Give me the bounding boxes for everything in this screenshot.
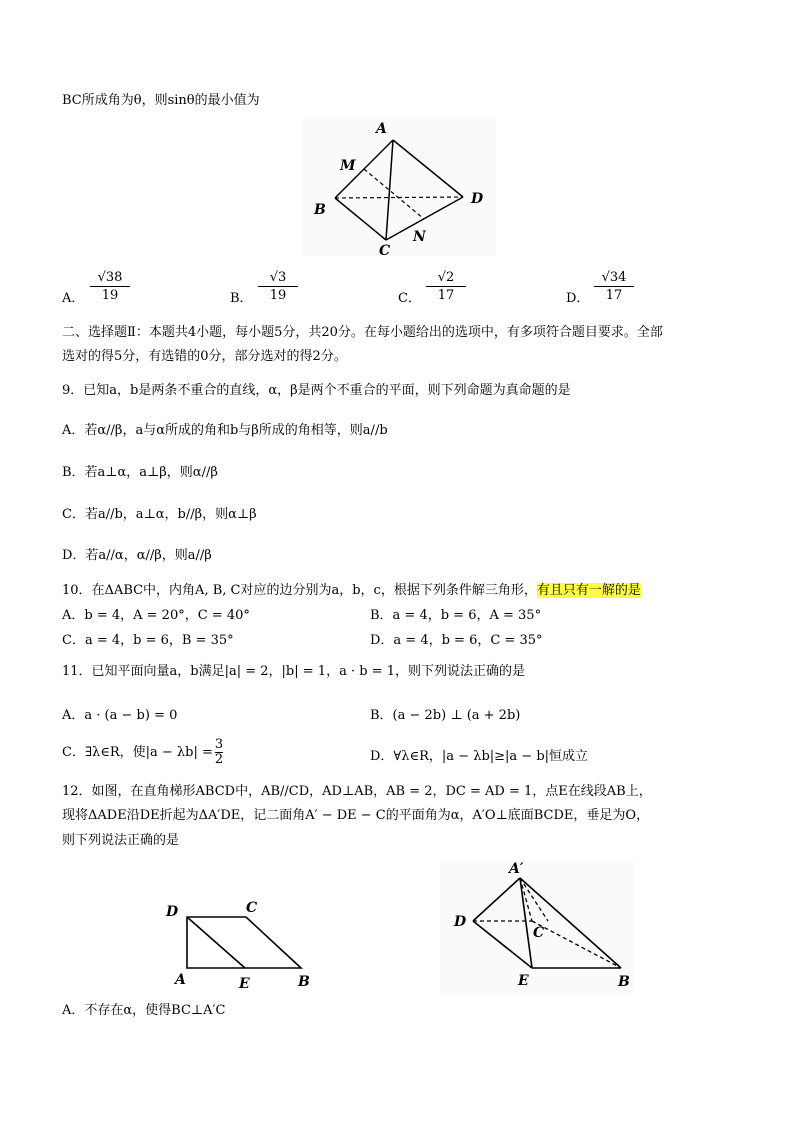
q12-stem-3: 则下列说法正确的是 — [62, 833, 180, 848]
q11-option-d[interactable]: D．∀λ∈R，|a − λb|≥|a − b|恒成立 — [370, 749, 589, 764]
q11-option-c[interactable]: C．∃λ∈R，使|a − λb| = $\frac{3}{2}$ — [62, 737, 224, 767]
fig1-label-d: D — [471, 191, 484, 207]
fig3-label-e: E — [518, 973, 529, 989]
highlighted-text: 有且只有一解的是 — [536, 583, 641, 598]
fig1-label-c: C — [379, 243, 391, 259]
fig1-label-b: B — [314, 202, 326, 218]
fig3-label-c: C — [533, 925, 545, 941]
fig1-label-n: N — [413, 229, 426, 245]
fig2-label-c: C — [246, 900, 258, 916]
q11-stem: 11．已知平面向量a，b满足|a| = 2，|b| = 1，a · b = 1，则下列说法正确的是 — [62, 664, 525, 679]
trapezoid-figure — [160, 890, 320, 995]
fig1-label-a: A — [376, 121, 387, 137]
fig2-label-e: E — [239, 976, 250, 992]
question-fragment: BC所成角为θ，则sinθ的最小值为 — [62, 93, 260, 108]
fig3-label-a-prime: A′ — [509, 861, 524, 877]
q9-stem: 9．已知a，b是两条不重合的直线，α，β是两个不重合的平面，则下列命题为真命题的是 — [62, 383, 571, 398]
fig1-label-m: M — [340, 158, 356, 174]
q9-option-a[interactable]: A．若α//β，a与α所成的角和b与β所成的角相等，则a//b — [62, 423, 388, 438]
fig3-label-b: B — [618, 974, 630, 990]
q11-option-a[interactable]: A．a · (a − b) = 0 — [62, 708, 178, 723]
q10-option-a[interactable]: A．b = 4，A = 20°，C = 40° — [62, 608, 250, 623]
fig3-label-d: D — [454, 914, 467, 930]
q11-option-b[interactable]: B．(a − 2b) ⊥ (a + 2b) — [370, 708, 521, 723]
fig2-label-a: A — [175, 972, 186, 988]
q9-option-b[interactable]: B．若a⊥α，a⊥β，则α//β — [62, 465, 218, 480]
q10-option-c[interactable]: C．a = 4，b = 6，B = 35° — [62, 633, 234, 648]
section-heading-cont: 选对的得5分，有选错的0分，部分选对的得2分。 — [62, 349, 347, 364]
folded-pyramid-figure — [438, 855, 638, 995]
fig2-label-b: B — [298, 974, 310, 990]
q10-stem: 10．在ΔABC中，内角A, B, C对应的边分别为a，b，c，根据下列条件解三角形，有且只有一解的是 — [62, 583, 641, 598]
q10-option-b[interactable]: B．a = 4，b = 6，A = 35° — [370, 608, 542, 623]
q12-stem-2: 现将ΔADE沿DE折起为ΔA′DE，记二面角A′ − DE − C的平面角为α，A′O⊥底面BCDE，垂足为O， — [62, 808, 650, 823]
tetrahedron-figure — [300, 115, 500, 260]
q9-option-c[interactable]: C．若a//b，a⊥α，b//β，则α⊥β — [62, 507, 257, 522]
fig2-label-d: D — [166, 904, 179, 920]
q9-option-d[interactable]: D．若a//α，α//β，则a//β — [62, 548, 212, 563]
q10-option-d[interactable]: D．a = 4，b = 6，C = 35° — [370, 633, 543, 648]
q12-stem-1: 12．如图，在直角梯形ABCD中，AB//CD，AD⊥AB，AB = 2，DC = AD = 1，点E在线段AB上， — [62, 784, 652, 799]
fraction: $\frac{3}{2}$ — [214, 737, 224, 767]
q12-option-a[interactable]: A．不存在α，使得BC⊥A′C — [62, 1003, 226, 1018]
section-heading: 二、选择题Ⅱ：本题共4小题，每小题5分，共20分。在每小题给出的选项中，有多项符合题目要求。全部 — [62, 325, 663, 340]
